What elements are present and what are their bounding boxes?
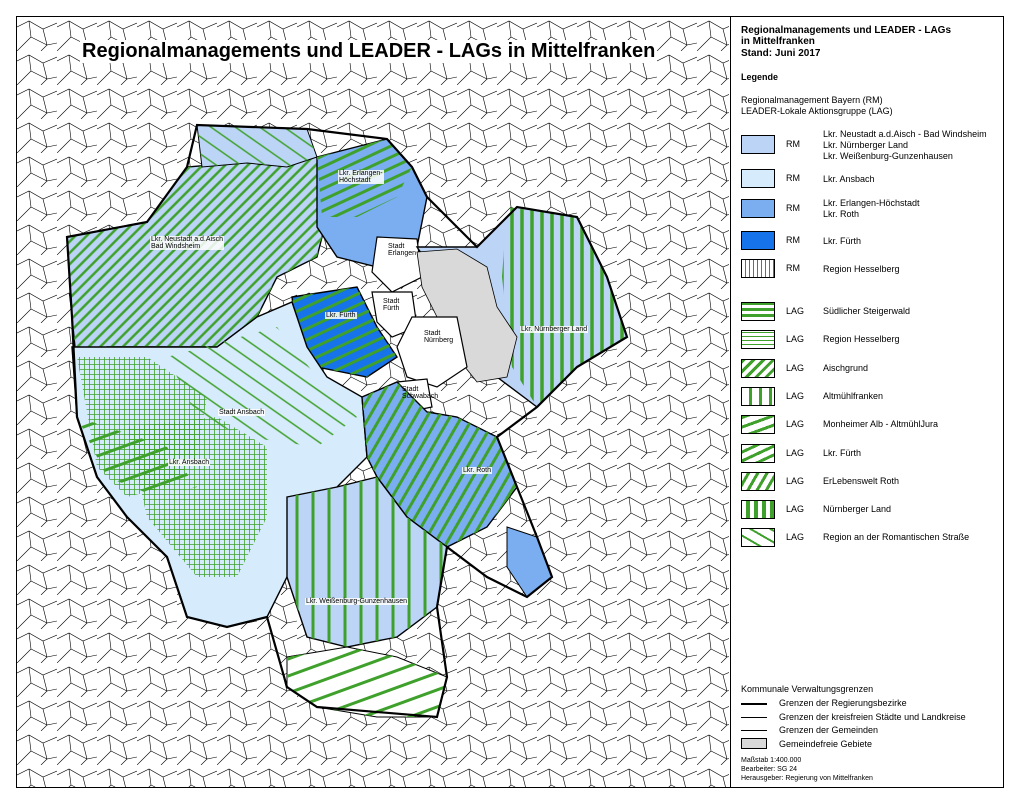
rm-swatch: [741, 135, 775, 154]
rm-description: Lkr. Neustadt a.d.Aisch - Bad Windsheim Lkr. Nürnberger Land Lkr. Weißenburg-Gunzenhausen: [823, 128, 987, 161]
lag-swatch: [741, 528, 775, 547]
lag-code: LAG: [786, 504, 805, 515]
label-erlangen-hoechstadt: Lkr. Erlangen- Höchstadt: [339, 170, 383, 184]
rm-description: Lkr. Ansbach: [823, 173, 875, 184]
lag-description: Altmühlfranken: [823, 390, 884, 401]
label-lkr-roth: Lkr. Roth: [463, 467, 492, 474]
lag-description: Lkr. Fürth: [823, 447, 862, 458]
map-canvas: [17, 17, 729, 787]
legend-subtitle-rm: Regionalmanagement Bayern (RM): [741, 95, 883, 105]
rm-swatch: [741, 169, 775, 188]
editor-text: Bearbeiter: SG 24: [741, 766, 798, 773]
label-weissenburg: Lkr. Weißenburg-Gunzenhausen: [306, 598, 408, 605]
label-stadt-nuernberg: Stadt Nürnberg: [424, 330, 454, 344]
rm-description: Lkr. Fürth: [823, 235, 862, 246]
legend-subtitle-lag: LEADER-Lokale Aktionsgruppe (LAG): [741, 106, 893, 116]
border-style-sample: [741, 738, 767, 749]
lag-description: ErLebenswelt Roth: [823, 475, 900, 486]
lag-swatch: [741, 500, 775, 519]
lag-swatch: [741, 359, 775, 378]
border-description: Grenzen der Regierungsbezirke: [779, 698, 907, 708]
lag-description: Monheimer Alb - AltmühlJura: [823, 419, 939, 430]
lag-description: Region an der Romantischen Straße: [823, 532, 970, 543]
borders-title: Kommunale Verwaltungsgrenzen: [741, 684, 874, 694]
lag-code: LAG: [786, 532, 805, 543]
border-description: Gemeindefreie Gebiete: [779, 738, 873, 749]
lag-code: LAG: [786, 306, 805, 316]
legend-panel: [730, 17, 1003, 787]
lag-swatch: [741, 302, 775, 321]
rm-swatch: [741, 231, 775, 250]
lag-code: LAG: [786, 447, 805, 458]
rm-description: Lkr. Erlangen-Höchstadt Lkr. Roth: [823, 198, 920, 219]
label-lkr-fuerth: Lkr. Fürth: [326, 312, 356, 319]
border-style-sample: [741, 717, 767, 718]
lag-description: Nürnberger Land: [823, 504, 892, 515]
lag-code: LAG: [786, 362, 805, 373]
label-neustadt: Lkr. Neustadt a.d.Aisch Bad Windsheim: [151, 236, 223, 250]
border-style-sample: [741, 703, 767, 705]
publisher-text: Herausgeber: Regierung von Mittelfranken: [741, 775, 873, 782]
lag-description: Aischgrund: [823, 362, 869, 373]
lag-hatch-top: [197, 125, 317, 167]
lag-code: LAG: [786, 419, 805, 430]
rm-code: RM: [786, 173, 800, 183]
border-description: Grenzen der kreisfreien Städte und Landkreise: [779, 711, 966, 722]
legend-title: Legende: [741, 72, 779, 82]
rm-code: RM: [786, 263, 800, 273]
map-title: Regionalmanagements und LEADER - LAGs in Mittelfranken: [82, 40, 656, 62]
lag-code: LAG: [786, 475, 805, 486]
border-description: Grenzen der Gemeinden: [779, 725, 879, 735]
lag-swatch: [741, 330, 775, 349]
rm-description: Region Hesselberg: [823, 263, 900, 274]
border-style-sample: [741, 730, 767, 731]
label-stadt-fuerth: Stadt Fürth: [383, 298, 400, 312]
rm-code: RM: [786, 139, 800, 149]
lag-swatch: [741, 472, 775, 491]
label-lkr-ansbach: Lkr. Ansbach: [169, 459, 210, 466]
scale-text: Maßstab 1:400.000: [741, 757, 802, 764]
label-stadt-erlangen: Stadt Erlangen: [388, 243, 417, 257]
lag-code: LAG: [786, 390, 805, 401]
lag-description: Region Hesselberg: [823, 334, 900, 345]
legend-header-date: Stand: Juni 2017: [741, 48, 821, 59]
legend-header-title: Regionalmanagements und LEADER - LAGs: [741, 25, 952, 36]
rm-swatch: [741, 199, 775, 218]
lag-swatch: [741, 415, 775, 434]
label-stadt-ansbach: Stadt Ansbach: [219, 409, 265, 416]
lag-swatch: [741, 444, 775, 463]
rm-code: RM: [786, 235, 800, 245]
rm-swatch: [741, 259, 775, 278]
lag-description: Südlicher Steigerwald: [823, 306, 911, 316]
rm-code: RM: [786, 203, 800, 213]
label-nuernberger-land: Lkr. Nürnberger Land: [521, 326, 588, 333]
lag-code: LAG: [786, 334, 805, 345]
legend-header-region: in Mittelfranken: [741, 36, 815, 47]
lag-swatch: [741, 387, 775, 406]
label-stadt-schwabach: Stadt Schwabach: [402, 386, 439, 400]
